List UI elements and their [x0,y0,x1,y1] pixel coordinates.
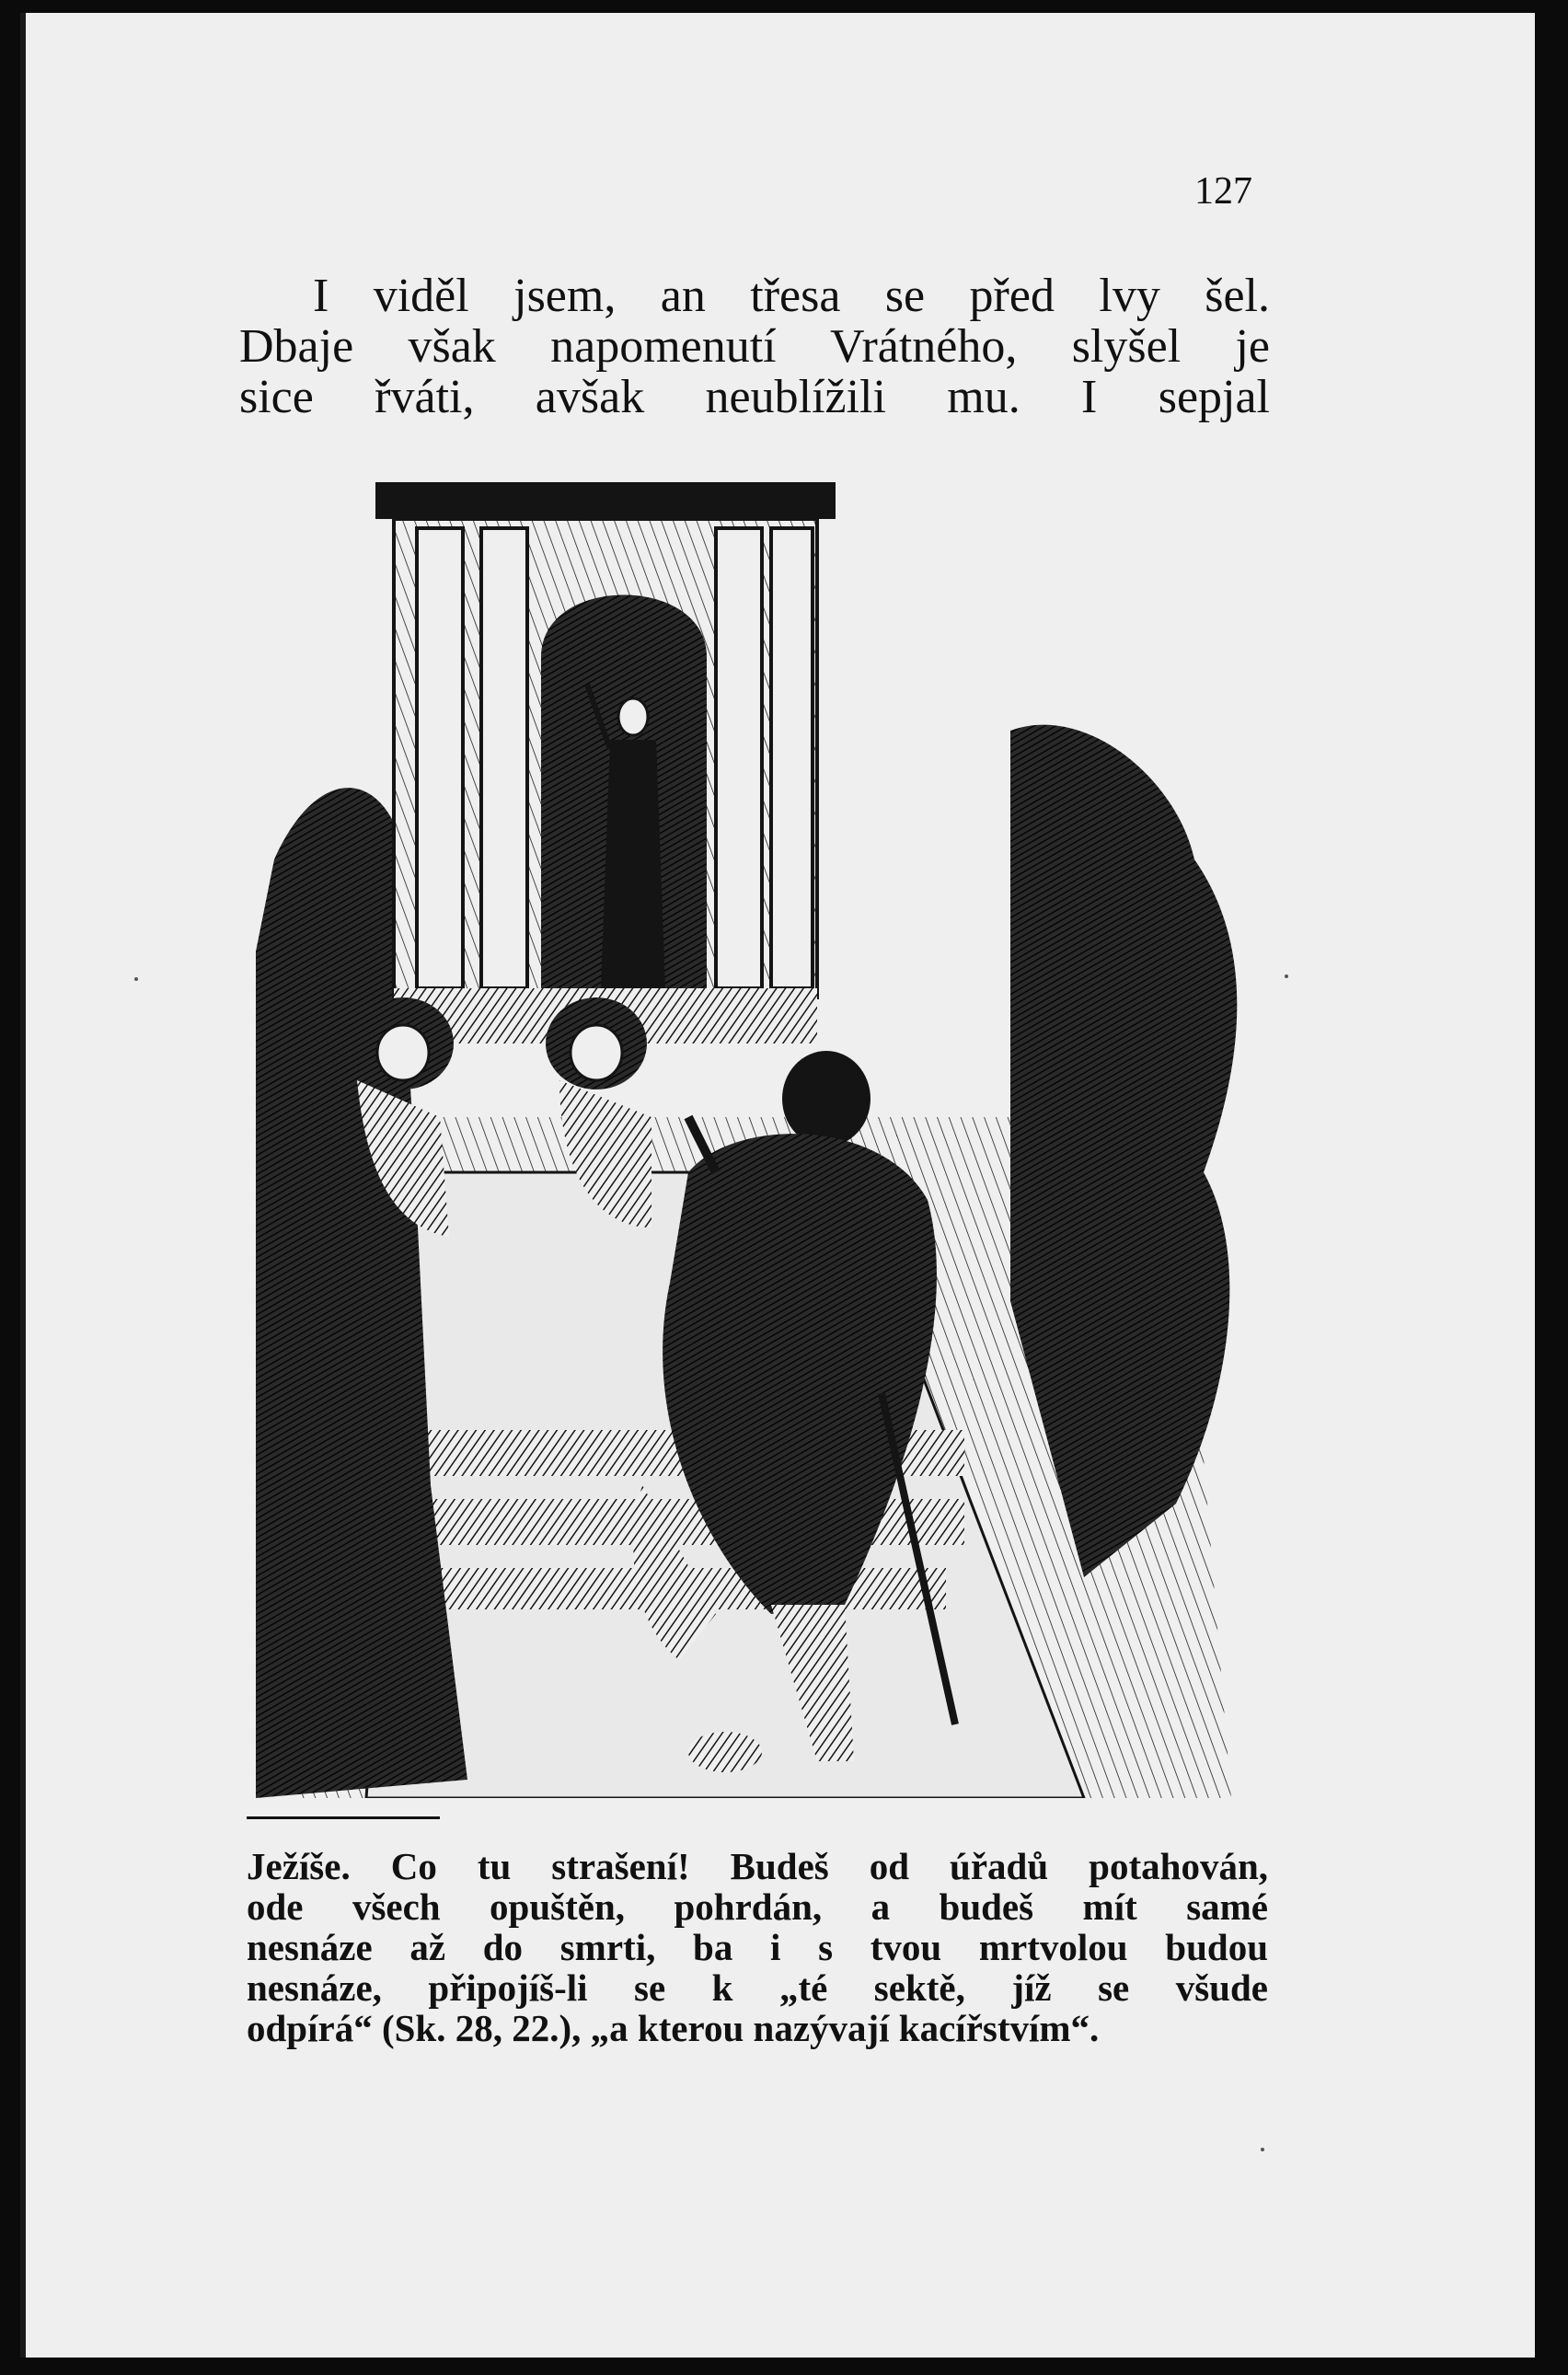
book-page [20,13,1535,2358]
body-text [239,271,1270,422]
body-line: sice řváti, avšak neublížili mu. I sepjal [239,371,1270,423]
footnote-line: odpírá“ (Sk. 28, 22.), „a kterou nazývají kacířstvím“. [247,2007,1100,2049]
body-line: Dbaje však napomenutí Vrátného, slyšel je [239,320,1270,373]
body-line: I viděl jsem, an třesa se před lvy šel. [313,270,1270,322]
paper-speck [1285,974,1288,978]
footnote-line: nesnáze, připojíš-li se k „té sektě, jíž se všude [247,1966,1268,2009]
footnote-line: ode všech opuštěn, pohrdán, a budeš mít samé [247,1885,1268,1928]
footnote-line: Ježíše. Co tu strašení! Budeš od úřadů potahován, [247,1845,1268,1887]
page-number: 127 [1194,170,1252,213]
footnote-line: nesnáze až do smrti, ba i s tvou mrtvolou budou [247,1926,1268,1968]
palace-gate [375,482,836,1043]
paper-speck [134,977,138,981]
footnote-rule [247,1816,440,1819]
paper-speck [1261,2148,1264,2151]
footnote [247,1846,1268,2048]
engraving-illustration [256,473,1277,1798]
